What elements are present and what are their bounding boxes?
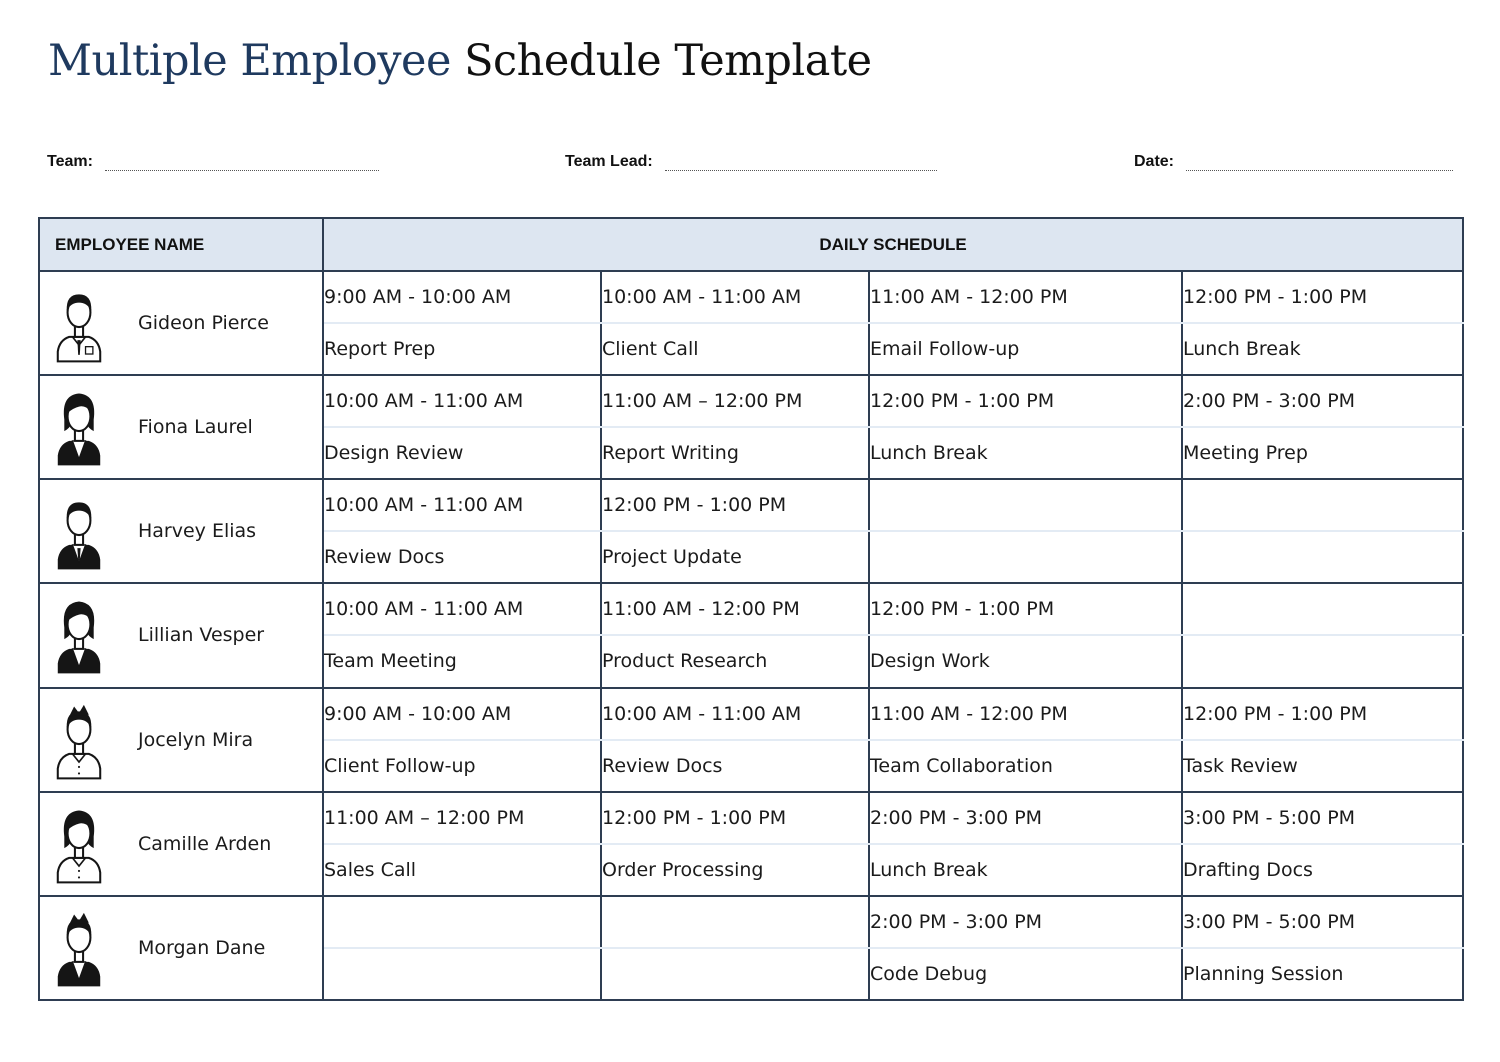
employee-cell	[39, 375, 323, 479]
team-lead-field	[565, 148, 937, 171]
schedule-row-times	[39, 583, 1463, 635]
employee-info	[40, 584, 322, 686]
page-title	[48, 36, 872, 86]
schedule-body	[39, 271, 1463, 1000]
task-slot[interactable]: Design Work	[869, 635, 1182, 687]
schedule-row-times	[39, 375, 1463, 427]
title-part-1: Multiple Employee	[48, 36, 451, 86]
time-slot[interactable]: 10:00 AM - 11:00 AM	[323, 583, 601, 635]
time-slot[interactable]: 11:00 AM – 12:00 PM	[601, 375, 869, 427]
team-label: Team:	[47, 153, 93, 170]
date-label: Date:	[1134, 153, 1175, 170]
schedule-row-times	[39, 479, 1463, 531]
task-slot[interactable]: Meeting Prep	[1182, 427, 1463, 479]
employee-name: Lillian Vesper	[138, 624, 265, 647]
employee-info	[40, 376, 322, 478]
task-slot[interactable]: Sales Call	[323, 844, 601, 896]
time-slot[interactable]: 2:00 PM - 3:00 PM	[1182, 375, 1463, 427]
employee-cell	[39, 792, 323, 896]
time-slot[interactable]: 12:00 PM - 1:00 PM	[601, 792, 869, 844]
title-part-2: Schedule Template	[464, 36, 872, 86]
employee-name: Camille Arden	[138, 832, 272, 855]
team-field	[47, 148, 379, 171]
female-shirt-icon	[50, 804, 108, 884]
schedule-table	[38, 217, 1464, 1001]
task-slot[interactable]: Review Docs	[601, 740, 869, 792]
task-slot[interactable]: Lunch Break	[869, 427, 1182, 479]
employee-info	[40, 793, 322, 895]
avatar	[50, 283, 108, 363]
time-slot[interactable]: 11:00 AM - 12:00 PM	[869, 688, 1182, 740]
time-slot[interactable]: 12:00 PM - 1:00 PM	[601, 479, 869, 531]
employee-name: Jocelyn Mira	[138, 728, 254, 751]
task-slot[interactable]: Order Processing	[601, 844, 869, 896]
employee-info	[40, 897, 322, 999]
task-slot[interactable]: Team Meeting	[323, 635, 601, 687]
time-slot[interactable]: 11:00 AM - 12:00 PM	[869, 271, 1182, 323]
time-slot[interactable]: 9:00 AM - 10:00 AM	[323, 271, 601, 323]
task-slot[interactable]: Lunch Break	[1182, 323, 1463, 375]
time-slot[interactable]: 10:00 AM - 11:00 AM	[601, 271, 869, 323]
time-slot[interactable]: 10:00 AM - 11:00 AM	[601, 688, 869, 740]
time-slot[interactable]: 3:00 PM - 5:00 PM	[1182, 896, 1463, 948]
task-slot[interactable]	[1182, 531, 1463, 583]
female-employee-icon	[50, 595, 108, 675]
schedule-row-times	[39, 792, 1463, 844]
time-slot[interactable]: 12:00 PM - 1:00 PM	[869, 375, 1182, 427]
time-slot[interactable]: 12:00 PM - 1:00 PM	[1182, 688, 1463, 740]
employee-cell	[39, 688, 323, 792]
time-slot[interactable]: 2:00 PM - 3:00 PM	[869, 792, 1182, 844]
employee-name: Harvey Elias	[138, 520, 257, 543]
time-slot[interactable]: 3:00 PM - 5:00 PM	[1182, 792, 1463, 844]
task-slot[interactable]: Email Follow-up	[869, 323, 1182, 375]
avatar	[50, 387, 108, 467]
task-slot[interactable]	[601, 948, 869, 1000]
avatar	[50, 908, 108, 988]
employee-cell	[39, 583, 323, 687]
time-slot[interactable]	[601, 896, 869, 948]
task-slot[interactable]: Team Collaboration	[869, 740, 1182, 792]
task-slot[interactable]: Report Prep	[323, 323, 601, 375]
employee-name: Fiona Laurel	[138, 416, 253, 439]
time-slot[interactable]: 11:00 AM - 12:00 PM	[601, 583, 869, 635]
avatar	[50, 491, 108, 571]
task-slot[interactable]: Client Call	[601, 323, 869, 375]
employee-name: Gideon Pierce	[138, 312, 269, 335]
schedule-row-times	[39, 271, 1463, 323]
employee-cell	[39, 271, 323, 375]
schedule-row-times	[39, 896, 1463, 948]
time-slot[interactable]: 9:00 AM - 10:00 AM	[323, 688, 601, 740]
time-slot[interactable]: 2:00 PM - 3:00 PM	[869, 896, 1182, 948]
task-slot[interactable]: Project Update	[601, 531, 869, 583]
schedule-row-times	[39, 688, 1463, 740]
employee-info	[40, 480, 322, 582]
task-slot[interactable]: Drafting Docs	[1182, 844, 1463, 896]
header-row	[39, 218, 1463, 271]
time-slot[interactable]	[1182, 479, 1463, 531]
employee-info	[40, 272, 322, 374]
male-employee-badge-icon	[50, 283, 108, 363]
daily-schedule-header: DAILY SCHEDULE	[323, 218, 1463, 271]
male-jacket-icon	[50, 908, 108, 988]
time-slot[interactable]	[1182, 583, 1463, 635]
task-slot[interactable]: Planning Session	[1182, 948, 1463, 1000]
team-lead-input-line[interactable]	[665, 148, 937, 171]
employee-name-header: EMPLOYEE NAME	[39, 218, 323, 271]
employee-info	[40, 689, 322, 791]
avatar	[50, 804, 108, 884]
task-slot[interactable]: Review Docs	[323, 531, 601, 583]
avatar	[50, 595, 108, 675]
time-slot[interactable]: 10:00 AM - 11:00 AM	[323, 375, 601, 427]
task-slot[interactable]: Report Writing	[601, 427, 869, 479]
avatar	[50, 700, 108, 780]
team-input-line[interactable]	[105, 148, 379, 171]
task-slot[interactable]: Task Review	[1182, 740, 1463, 792]
time-slot[interactable]: 12:00 PM - 1:00 PM	[869, 583, 1182, 635]
time-slot[interactable]	[323, 896, 601, 948]
task-slot[interactable]: Client Follow-up	[323, 740, 601, 792]
task-slot[interactable]: Lunch Break	[869, 844, 1182, 896]
team-lead-label: Team Lead:	[565, 153, 653, 170]
task-slot[interactable]: Product Research	[601, 635, 869, 687]
female-employee-icon	[50, 387, 108, 467]
task-slot[interactable]: Design Review	[323, 427, 601, 479]
time-slot[interactable]	[869, 479, 1182, 531]
employee-cell	[39, 896, 323, 1000]
employee-name: Morgan Dane	[138, 936, 266, 959]
task-slot[interactable]	[869, 531, 1182, 583]
time-slot[interactable]: 10:00 AM - 11:00 AM	[323, 479, 601, 531]
date-field	[1134, 148, 1453, 171]
task-slot[interactable]	[323, 948, 601, 1000]
time-slot[interactable]: 12:00 PM - 1:00 PM	[1182, 271, 1463, 323]
male-shirt-icon	[50, 700, 108, 780]
date-input-line[interactable]	[1186, 148, 1453, 171]
male-suit-icon	[50, 491, 108, 571]
task-slot[interactable]	[1182, 635, 1463, 687]
time-slot[interactable]: 11:00 AM – 12:00 PM	[323, 792, 601, 844]
task-slot[interactable]: Code Debug	[869, 948, 1182, 1000]
employee-cell	[39, 479, 323, 583]
